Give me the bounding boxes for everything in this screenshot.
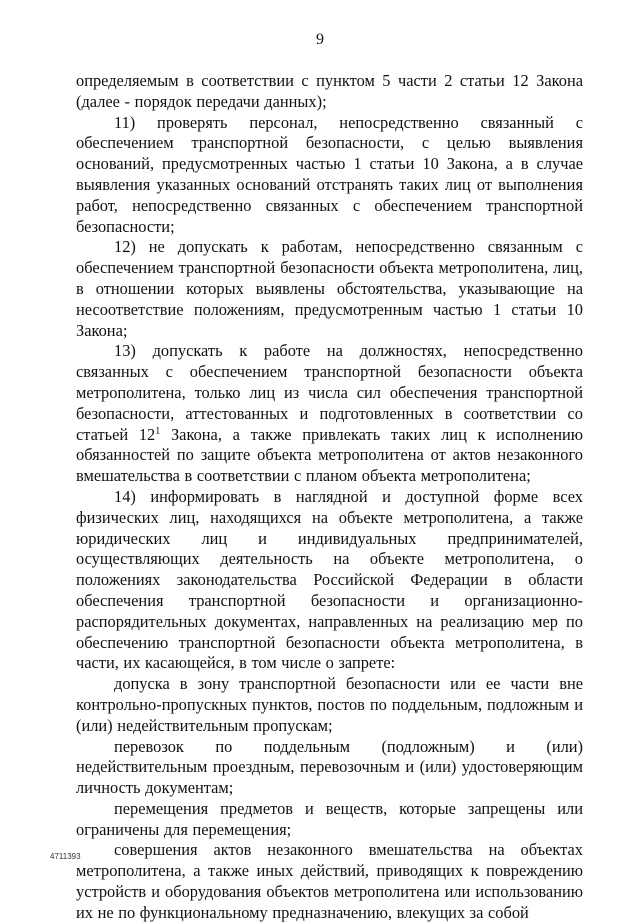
prohibition-restricted-items: перемещения предметов и веществ, которые запрещены или ограничены для перемещения; — [76, 798, 583, 839]
paragraph-item-13-text-after: Закона, а также привлекать таких лиц к исполнению обязанностей по защите объекта метрополитена от актов незаконного вмешательства в соответствии с планом объекта метрополитена; — [76, 424, 583, 486]
paragraph-item-11: 11) проверять персонал, непосредственно связанный с обеспечением транспортной безопасности, с целью выявления оснований, предусмотренных частью 1 статьи 10 Закона, а в случае выявления указанных оснований отстранять таких лиц от выполнения работ, непосредственно связанных с обеспечением транспортной безопасности; — [76, 112, 583, 236]
superscript-mark: 1 — [155, 425, 161, 437]
page-number: 9 — [316, 31, 324, 48]
paragraph-item-14: 14) информировать в наглядной и доступной форме всех физических лиц, находящихся на объекте метрополитена, а также юридических лиц и индивидуальных предпринимателей, осуществляющих деятельность на объекте метрополитена, о положениях законодательства Российской Федерации в области обеспечения транспортной безопасности и организационно-распорядительных документах, направленных на реализацию мер по обеспечению транспортной безопасности объекта метрополитена, в части, их касающейся, в том числе о запрете: — [76, 486, 583, 673]
document-id: 4711393 — [50, 852, 81, 861]
paragraph-item-12: 12) не допускать к работам, непосредственно связанным с обеспечением транспортной безопасности объекта метрополитена, лиц, в отношении которых выявлены обстоятельства, указывающие на несоответствие положениям, предусмотренным частью 1 статьи 10 Закона; — [76, 237, 583, 340]
paragraph-item-13-text-before: 13) допускать к работе на должностях, непосредственно связанных с обеспечением транспортной безопасности объекта метрополитена, только лиц из числа сил обеспечения транспортной безопасности, аттестованных и подготовленных в соответствии со статьей 12 — [76, 341, 583, 444]
paragraph-continuation: определяемым в соответствии с пунктом 5 части 2 статьи 12 Закона (далее - порядок передачи данных); — [76, 71, 583, 111]
paragraph-item-13 — [76, 341, 583, 487]
prohibition-pass-access: допуска в зону транспортной безопасности или ее части вне контрольно-пропускных пунктов, постов по поддельным, подложным и (или) недействительным пропускам; — [76, 674, 583, 735]
prohibition-unlawful-interference: совершения актов незаконного вмешательства на объектах метрополитена, а также иных действий, приводящих к повреждению устройств и оборудования объектов метрополитена или использованию их не по функциональному предназначению, влекущих за собой — [76, 840, 583, 922]
prohibition-fake-documents: перевозок по поддельным (подложным) и (или) недействительным проездным, перевозочным и (или) удостоверяющим личность документам; — [76, 736, 583, 798]
document-body — [76, 71, 583, 924]
